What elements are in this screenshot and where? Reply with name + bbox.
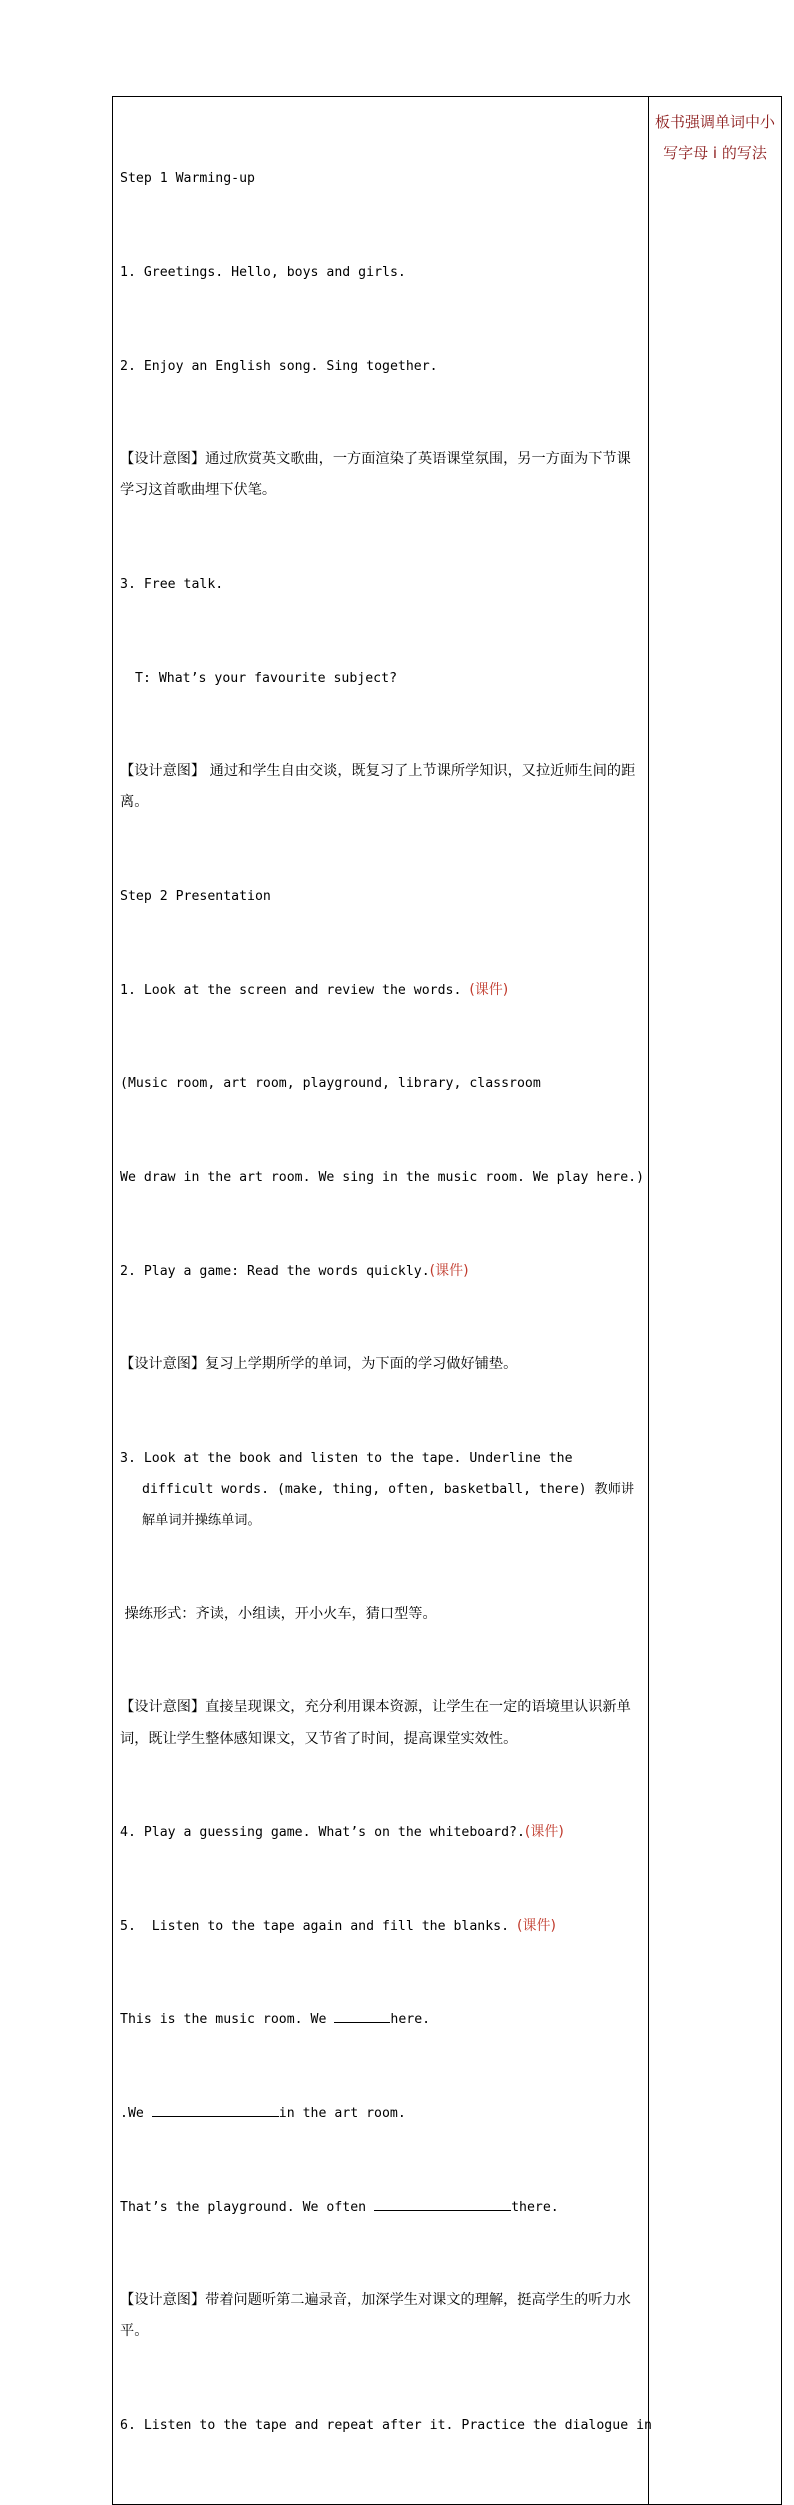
table-row: [113, 97, 782, 2505]
list-item-text: 1. Look at the screen and review the words.: [120, 982, 470, 998]
courseware-tag: (课件): [516, 1917, 556, 1934]
sentence-start: .We: [120, 2106, 152, 2121]
list-item: [120, 1256, 642, 1287]
list-item: 1. Greetings. Hello, boys and girls.: [120, 265, 406, 281]
list-item: 3. Free talk.: [120, 577, 224, 593]
courseware-tag: (课件): [524, 1824, 564, 1841]
blackboard-note: 板书强调单词中小写字母 i 的写法: [655, 113, 776, 162]
blank-line: [334, 2008, 390, 2023]
list-item: [120, 1817, 642, 1848]
lesson-plan-table: [112, 96, 782, 2505]
design-intent-note: 【设计意图】直接呈现课文，充分利用课本资源，让学生在一定的语境里认识新单词，既让学生整体感知课文，又节省了时间，提高课堂实效性。: [120, 1699, 631, 1747]
sentence-start: That’s the playground. We often: [120, 2199, 375, 2215]
procedure-text: [113, 97, 652, 2504]
design-intent-note: 【设计意图】复习上学期所学的单词，为下面的学习做好铺垫。: [120, 1356, 518, 1373]
example-sentences: We draw in the art room. We sing in the music room. We play here.): [120, 1169, 645, 1185]
design-intent-note: 【设计意图】通过欣赏英文歌曲，一方面渲染了英语课堂氛围，另一方面为下节课学习这首歌曲埋下伏笔。: [120, 451, 631, 499]
dialogue-line: T: What’s your favourite subject?: [135, 670, 398, 686]
fill-blank-sentence: [120, 2004, 642, 2035]
sentence-start: This is the music room. We: [120, 2012, 335, 2028]
list-item-text: 2. Play a game: Read the words quickly.: [120, 1263, 430, 1279]
procedure-cell: [113, 97, 652, 2505]
courseware-tag: (课件): [469, 981, 509, 998]
list-item: [120, 1911, 642, 1942]
step2-heading: Step 2 Presentation: [120, 889, 271, 905]
list-item-text: 4. Play a guessing game. What’s on the whiteboard?.: [120, 1825, 525, 1841]
list-item: 2. Enjoy an English song. Sing together.: [120, 358, 438, 374]
list-item: 3. Look at the book and listen to the tape. Underline the difficult words. (make, thing, often, basketball, there) 教师讲解单词并操练单词。: [120, 1450, 635, 1529]
sentence-end: in the art room.: [278, 2106, 406, 2121]
sentence-end: there.: [511, 2199, 559, 2215]
step1-heading: Step 1 Warming-up: [120, 171, 255, 187]
courseware-tag: (课件): [429, 1262, 469, 1279]
blackboard-note-cell: [649, 97, 782, 2505]
fill-blank-sentence: [120, 2192, 642, 2223]
blank-line: [374, 2196, 511, 2211]
list-item: [120, 975, 642, 1006]
list-item: 6. Listen to the tape and repeat after it. Practice the dialogue in: [120, 2418, 652, 2434]
list-item-text: 5. Listen to the tape again and fill the blanks.: [120, 1918, 517, 1934]
practice-forms: 操练形式：齐读，小组读，开小火车，猜口型等。: [120, 1605, 437, 1622]
fill-blank-sentence: [120, 2098, 642, 2129]
word-list: (Music room, art room, playground, library, classroom: [120, 1076, 541, 1092]
blank-line: [152, 2102, 279, 2117]
design-intent-note: 【设计意图】 通过和学生自由交谈，既复习了上节课所学知识，又拉近师生间的距离。: [120, 763, 636, 811]
sentence-end: here.: [390, 2012, 431, 2028]
design-intent-note: 【设计意图】带着问题听第二遍录音，加深学生对课文的理解，挺高学生的听力水平。: [120, 2292, 631, 2340]
